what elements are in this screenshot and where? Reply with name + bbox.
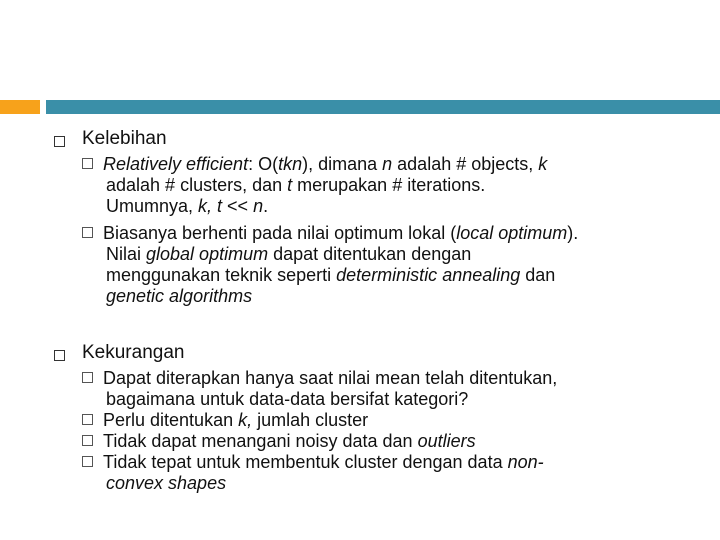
emphasis: k, bbox=[238, 410, 253, 430]
text-line bbox=[82, 244, 702, 265]
text-line bbox=[82, 223, 702, 244]
emphasis: convex shapes bbox=[106, 473, 227, 493]
emphasis: Relatively efficient bbox=[103, 154, 249, 174]
title-bar bbox=[46, 100, 720, 114]
emphasis: outliers bbox=[417, 431, 476, 451]
bullet-box-icon bbox=[54, 350, 65, 361]
emphasis: n bbox=[253, 196, 264, 216]
text-line bbox=[82, 452, 702, 473]
emphasis: tkn bbox=[278, 154, 303, 174]
text: menggunakan teknik seperti bbox=[106, 265, 337, 285]
text: << bbox=[222, 196, 254, 216]
emphasis: t bbox=[287, 175, 293, 195]
sub-bullet-icon bbox=[82, 158, 93, 169]
text: jumlah cluster bbox=[252, 410, 369, 430]
text-line bbox=[82, 286, 702, 307]
text-line bbox=[82, 431, 702, 452]
kelebihan-item-optimum bbox=[82, 223, 702, 307]
emphasis: local optimum bbox=[456, 223, 568, 243]
bullet-box-icon bbox=[54, 136, 65, 147]
emphasis: deterministic annealing bbox=[336, 265, 521, 285]
text: Nilai bbox=[106, 244, 147, 264]
text: Perlu ditentukan bbox=[103, 410, 239, 430]
text: ), dimana bbox=[302, 154, 383, 174]
text-line bbox=[82, 368, 702, 389]
emphasis: non- bbox=[507, 452, 544, 472]
sub-bullet-icon bbox=[82, 227, 93, 238]
text: ). bbox=[567, 223, 579, 243]
emphasis: k bbox=[538, 154, 548, 174]
text: adalah # clusters, dan bbox=[106, 175, 288, 195]
text-line bbox=[82, 473, 702, 494]
text: . bbox=[263, 196, 269, 216]
text: merupakan # iterations. bbox=[292, 175, 486, 195]
text: adalah # objects, bbox=[392, 154, 539, 174]
emphasis: k, t bbox=[198, 196, 223, 216]
section-heading-kelebihan: Kelebihan bbox=[82, 128, 167, 149]
text-line bbox=[82, 265, 702, 286]
text: Tidak dapat menangani noisy data dan bbox=[103, 431, 418, 451]
accent-bar bbox=[0, 100, 40, 114]
text: Umumnya, bbox=[106, 196, 199, 216]
text-line bbox=[82, 154, 702, 175]
text: dan bbox=[520, 265, 556, 285]
kekurangan-list bbox=[82, 368, 702, 494]
text: dapat ditentukan dengan bbox=[268, 244, 472, 264]
emphasis: genetic algorithms bbox=[106, 286, 253, 306]
sub-bullet-icon bbox=[82, 435, 93, 446]
kelebihan-item-efficiency bbox=[82, 154, 702, 217]
section-heading-kekurangan: Kekurangan bbox=[82, 342, 185, 363]
sub-bullet-icon bbox=[82, 414, 93, 425]
text-line bbox=[82, 410, 702, 431]
text: Tidak tepat untuk membentuk cluster dengan data bbox=[103, 452, 508, 472]
text-line bbox=[82, 196, 702, 217]
text-line bbox=[82, 389, 702, 410]
sub-bullet-icon bbox=[82, 372, 93, 383]
text-line bbox=[82, 175, 702, 196]
text: Biasanya berhenti pada nilai optimum lokal ( bbox=[103, 223, 457, 243]
text: bagaimana untuk data-data bersifat kategori? bbox=[106, 389, 469, 409]
text: : O( bbox=[248, 154, 279, 174]
emphasis: global optimum bbox=[146, 244, 269, 264]
sub-bullet-icon bbox=[82, 456, 93, 467]
text: Dapat diterapkan hanya saat nilai mean telah ditentukan, bbox=[103, 368, 558, 388]
emphasis: n bbox=[382, 154, 393, 174]
